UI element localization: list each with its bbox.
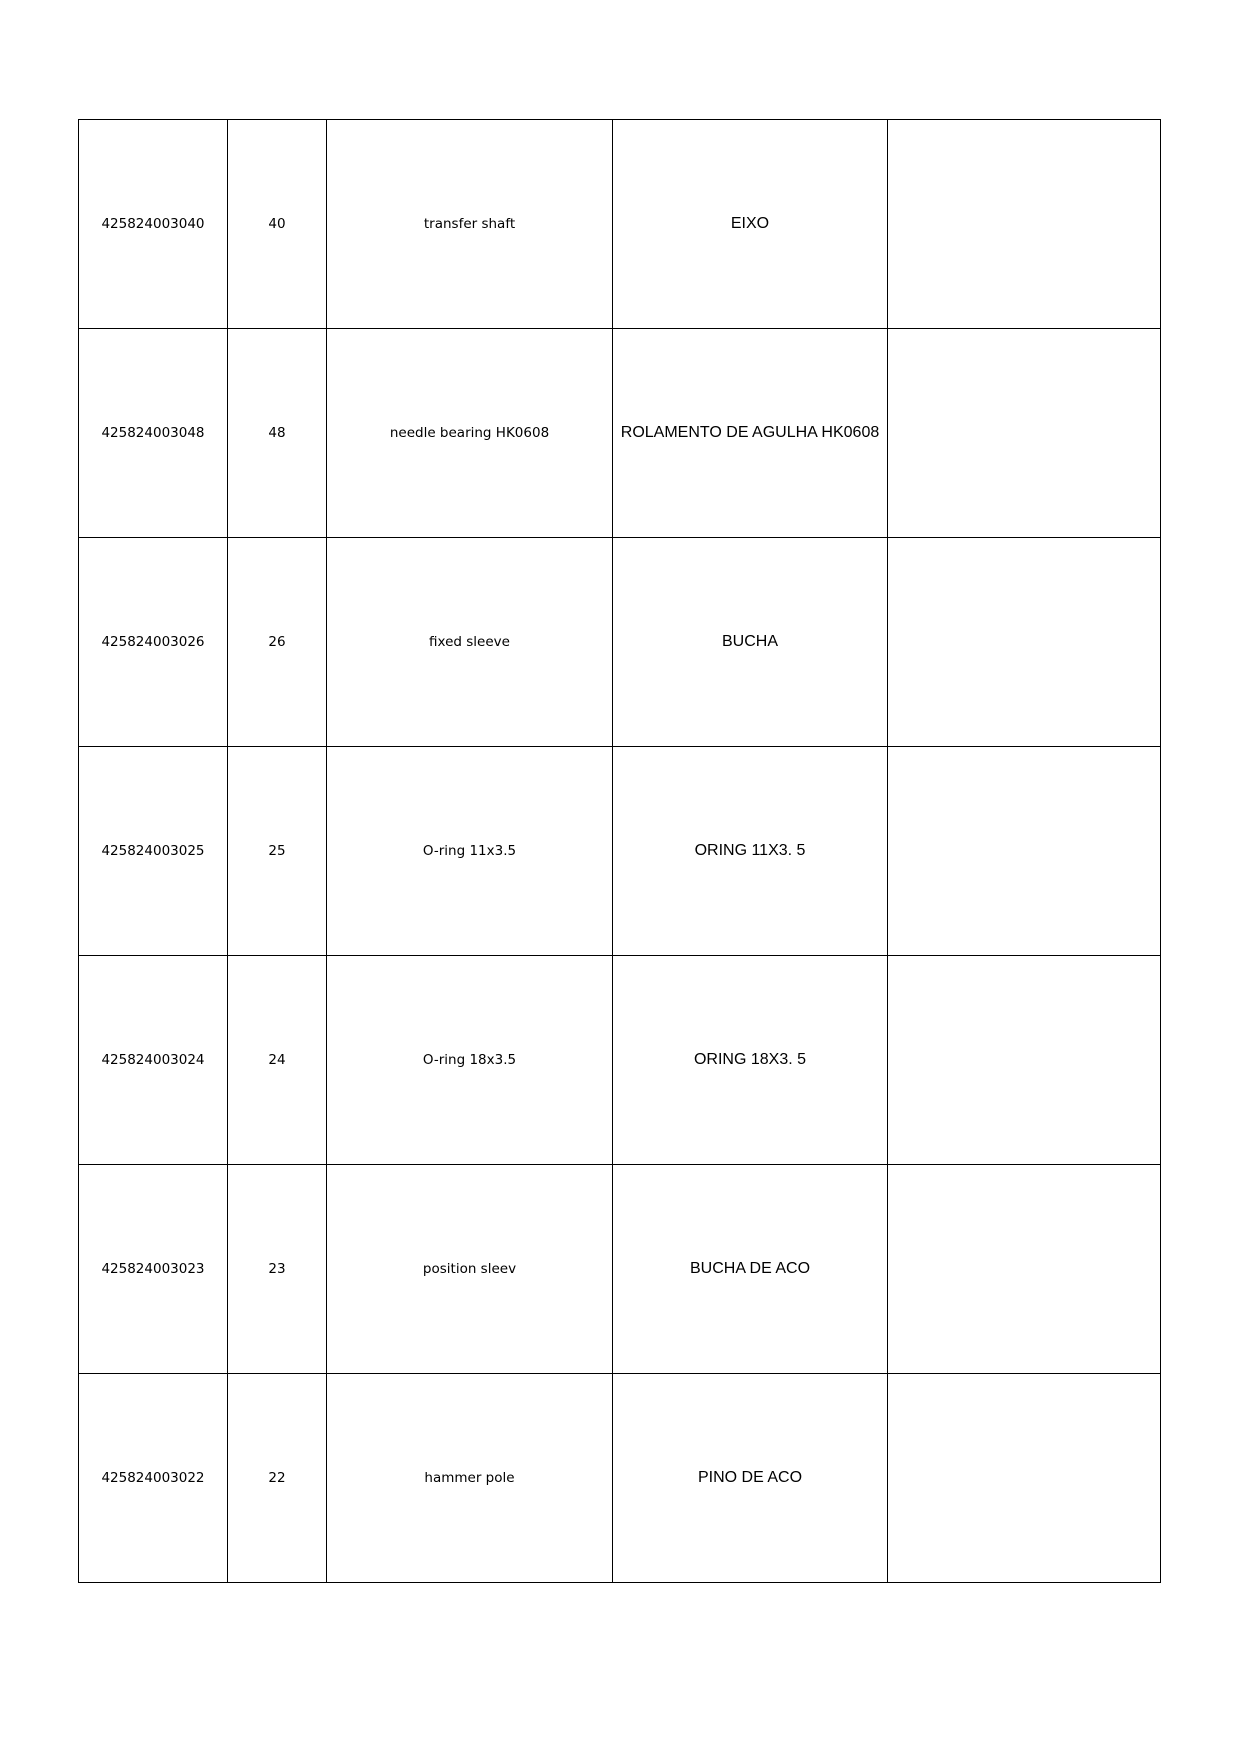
notes-cell <box>888 1165 1161 1374</box>
portuguese-description-cell: BUCHA DE ACO <box>613 1165 888 1374</box>
portuguese-description-cell: BUCHA <box>613 538 888 747</box>
english-description-cell: O-ring 18x3.5 <box>327 956 613 1165</box>
table-row <box>79 120 1161 329</box>
english-description-cell: position sleev <box>327 1165 613 1374</box>
table-row <box>79 1374 1161 1583</box>
notes-cell <box>888 956 1161 1165</box>
notes-cell <box>888 120 1161 329</box>
english-description-cell: transfer shaft <box>327 120 613 329</box>
part-code-cell: 425824003024 <box>79 956 228 1165</box>
table-row <box>79 538 1161 747</box>
portuguese-description-cell: ORING 18X3. 5 <box>613 956 888 1165</box>
reference-number-cell: 48 <box>228 329 327 538</box>
table-row <box>79 329 1161 538</box>
english-description-cell: needle bearing HK0608 <box>327 329 613 538</box>
part-code-cell: 425824003023 <box>79 1165 228 1374</box>
english-description-cell: fixed sleeve <box>327 538 613 747</box>
table-row <box>79 747 1161 956</box>
part-code-cell: 425824003048 <box>79 329 228 538</box>
portuguese-description-cell: ROLAMENTO DE AGULHA HK0608 <box>613 329 888 538</box>
notes-cell <box>888 747 1161 956</box>
reference-number-cell: 23 <box>228 1165 327 1374</box>
table-row <box>79 1165 1161 1374</box>
table-row <box>79 956 1161 1165</box>
part-code-cell: 425824003040 <box>79 120 228 329</box>
part-code-cell: 425824003022 <box>79 1374 228 1583</box>
portuguese-description-cell: PINO DE ACO <box>613 1374 888 1583</box>
reference-number-cell: 26 <box>228 538 327 747</box>
english-description-cell: hammer pole <box>327 1374 613 1583</box>
parts-table <box>78 119 1161 1583</box>
notes-cell <box>888 538 1161 747</box>
reference-number-cell: 22 <box>228 1374 327 1583</box>
portuguese-description-cell: ORING 11X3. 5 <box>613 747 888 956</box>
notes-cell <box>888 329 1161 538</box>
reference-number-cell: 24 <box>228 956 327 1165</box>
portuguese-description-cell: EIXO <box>613 120 888 329</box>
reference-number-cell: 40 <box>228 120 327 329</box>
reference-number-cell: 25 <box>228 747 327 956</box>
english-description-cell: O-ring 11x3.5 <box>327 747 613 956</box>
notes-cell <box>888 1374 1161 1583</box>
part-code-cell: 425824003025 <box>79 747 228 956</box>
part-code-cell: 425824003026 <box>79 538 228 747</box>
